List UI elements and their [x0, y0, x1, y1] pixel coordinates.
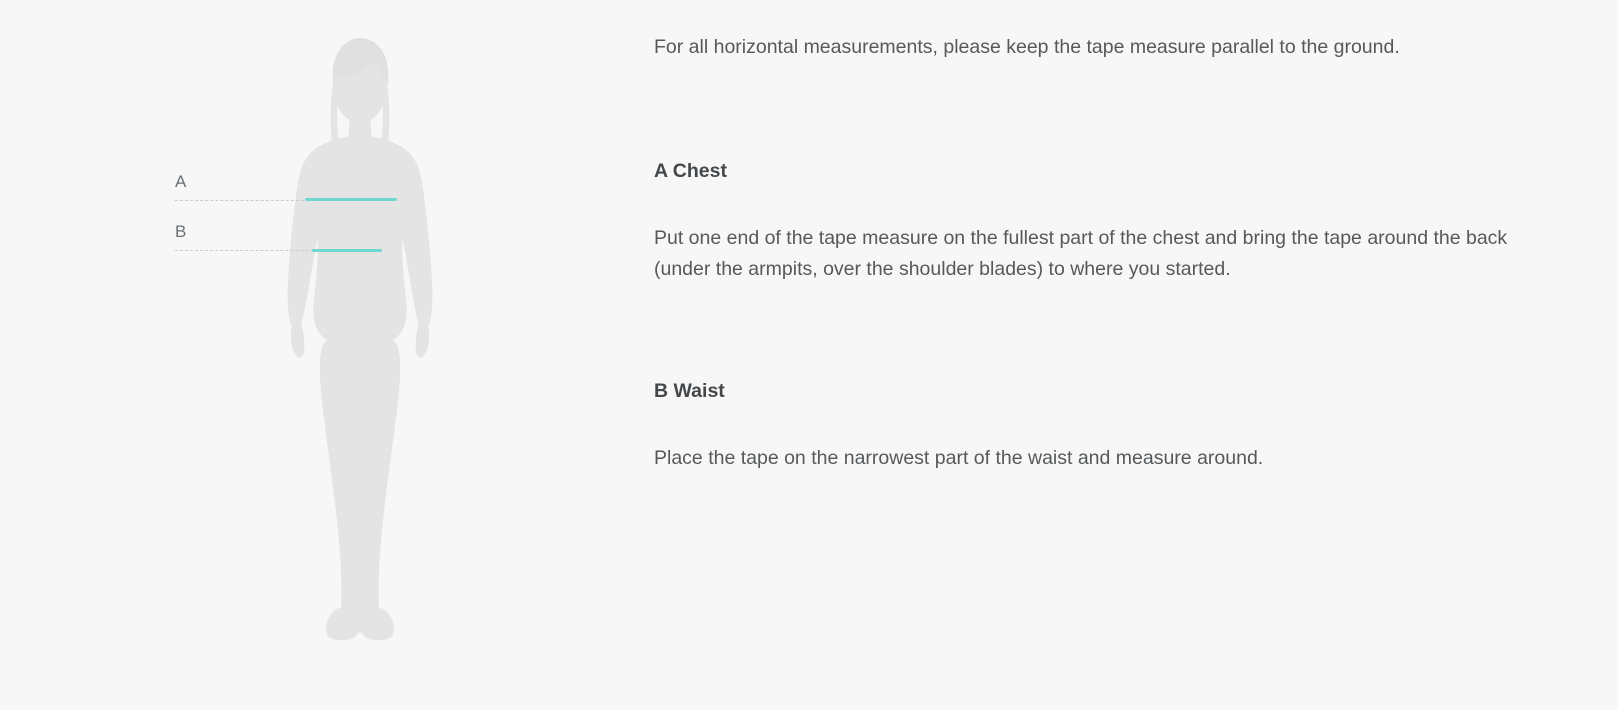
intro-text: For all horizontal measurements, please keep the tape measure parallel to the ground.: [654, 36, 1400, 58]
marker-label-b: B: [175, 222, 187, 241]
leader-line-a: [175, 200, 309, 201]
section-waist-body: Place the tape on the narrowest part of the waist and measure around.: [654, 447, 1264, 470]
marker-label-a: A: [175, 172, 187, 191]
waist-measure-line: [312, 249, 382, 252]
measurement-diagram-panel: [0, 0, 640, 710]
body-silhouette-icon: [260, 30, 460, 640]
body-figure-group: [170, 30, 470, 640]
section-chest-heading: A Chest: [654, 160, 727, 183]
section-waist: [654, 380, 1548, 473]
section-waist-heading: B Waist: [654, 380, 725, 403]
instructions-panel: [640, 0, 1618, 710]
section-chest: [654, 160, 1548, 284]
chest-measure-line: [305, 198, 397, 201]
section-chest-body: Put one end of the tape measure on the fullest part of the chest and bring the tape around the back (under the armpits, over the shoulder blades) to where you started.: [654, 227, 1508, 280]
